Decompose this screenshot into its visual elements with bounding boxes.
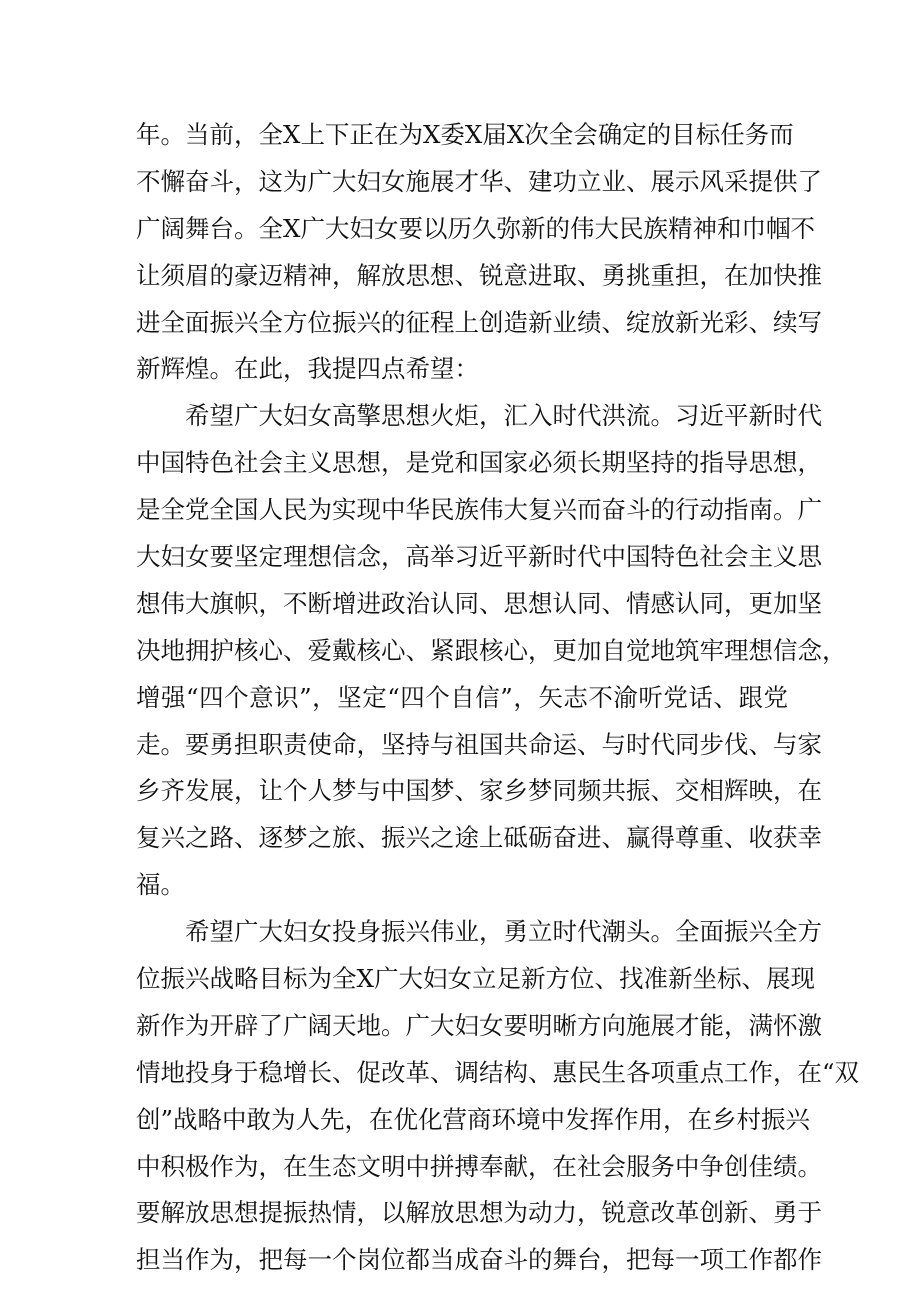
text-line: 增强“四个意识”，坚定“四个自信”，矢志不渝听党话、跟党	[136, 682, 788, 712]
text-line: 要解放思想提振热情，以解放思想为动力，锐意改革创新、勇于	[136, 1198, 822, 1228]
paragraph	[136, 393, 847, 909]
text-line: 想伟大旗帜，不断增进政治认同、思想认同、情感认同，更加坚	[136, 588, 822, 618]
text-line: 担当作为，把每一个岗位都当成奋斗的舞台，把每一项工作都作	[136, 1245, 822, 1275]
text-line: 大妇女要坚定理想信念，高举习近平新时代中国特色社会主义思	[136, 542, 822, 572]
text-line: 希望广大妇女高擎思想火炬，汇入时代洪流。习近平新时代	[185, 401, 822, 431]
paragraph	[136, 909, 860, 1284]
text-line: 广阔舞台。全X广大妇女要以历久弥新的伟大民族精神和巾帼不	[136, 213, 815, 243]
text-line: 年。当前，全X上下正在为X委X届X次全会确定的目标任务而	[136, 120, 794, 149]
body-text	[136, 112, 860, 1284]
text-line: 乡齐发展，让个人梦与中国梦、家乡梦同频共振、交相辉映，在	[136, 776, 822, 806]
text-line: 中国特色社会主义思想，是党和国家必须长期坚持的指导思想，	[136, 448, 822, 478]
text-line: 不懈奋斗，这为广大妇女施展才华、建功立业、展示风采提供了	[136, 166, 822, 196]
text-line: 中积极作为，在生态文明中拼搏奉献，在社会服务中争创佳绩。	[136, 1151, 822, 1181]
text-line: 决地拥护核心、爱戴核心、紧跟核心，更加自觉地筑牢理想信念，	[136, 635, 847, 665]
text-line: 让须眉的豪迈精神，解放思想、锐意进取、勇挑重担，在加快推	[136, 260, 822, 290]
text-line: 是全党全国人民为实现中华民族伟大复兴而奋斗的行动指南。广	[136, 495, 822, 525]
text-line: 希望广大妇女投身振兴伟业，勇立时代潮头。全面振兴全方	[185, 917, 822, 947]
text-line: 情地投身于稳增长、促改革、调结构、惠民生各项重点工作，在“双	[136, 1057, 860, 1087]
text-line: 位振兴战略目标为全X广大妇女立足新方位、找准新坐标、展现	[136, 964, 815, 994]
paragraph	[136, 112, 822, 393]
text-line: 进全面振兴全方位振兴的征程上创造新业绩、绽放新光彩、续写	[136, 307, 822, 337]
text-line: 福。	[136, 870, 185, 900]
text-line: 创”战略中敢为人先，在优化营商环境中发挥作用，在乡村振兴	[136, 1104, 811, 1134]
text-line: 新作为开辟了广阔天地。广大妇女要明晰方向施展才能，满怀激	[136, 1010, 822, 1040]
text-line: 新辉煌。在此，我提四点希望：	[136, 354, 479, 384]
text-line: 走。要勇担职责使命，坚持与祖国共命运、与时代同步伐、与家	[136, 729, 822, 759]
text-line: 复兴之路、逐梦之旅、振兴之途上砥砺奋进、赢得尊重、收获幸	[136, 823, 822, 853]
